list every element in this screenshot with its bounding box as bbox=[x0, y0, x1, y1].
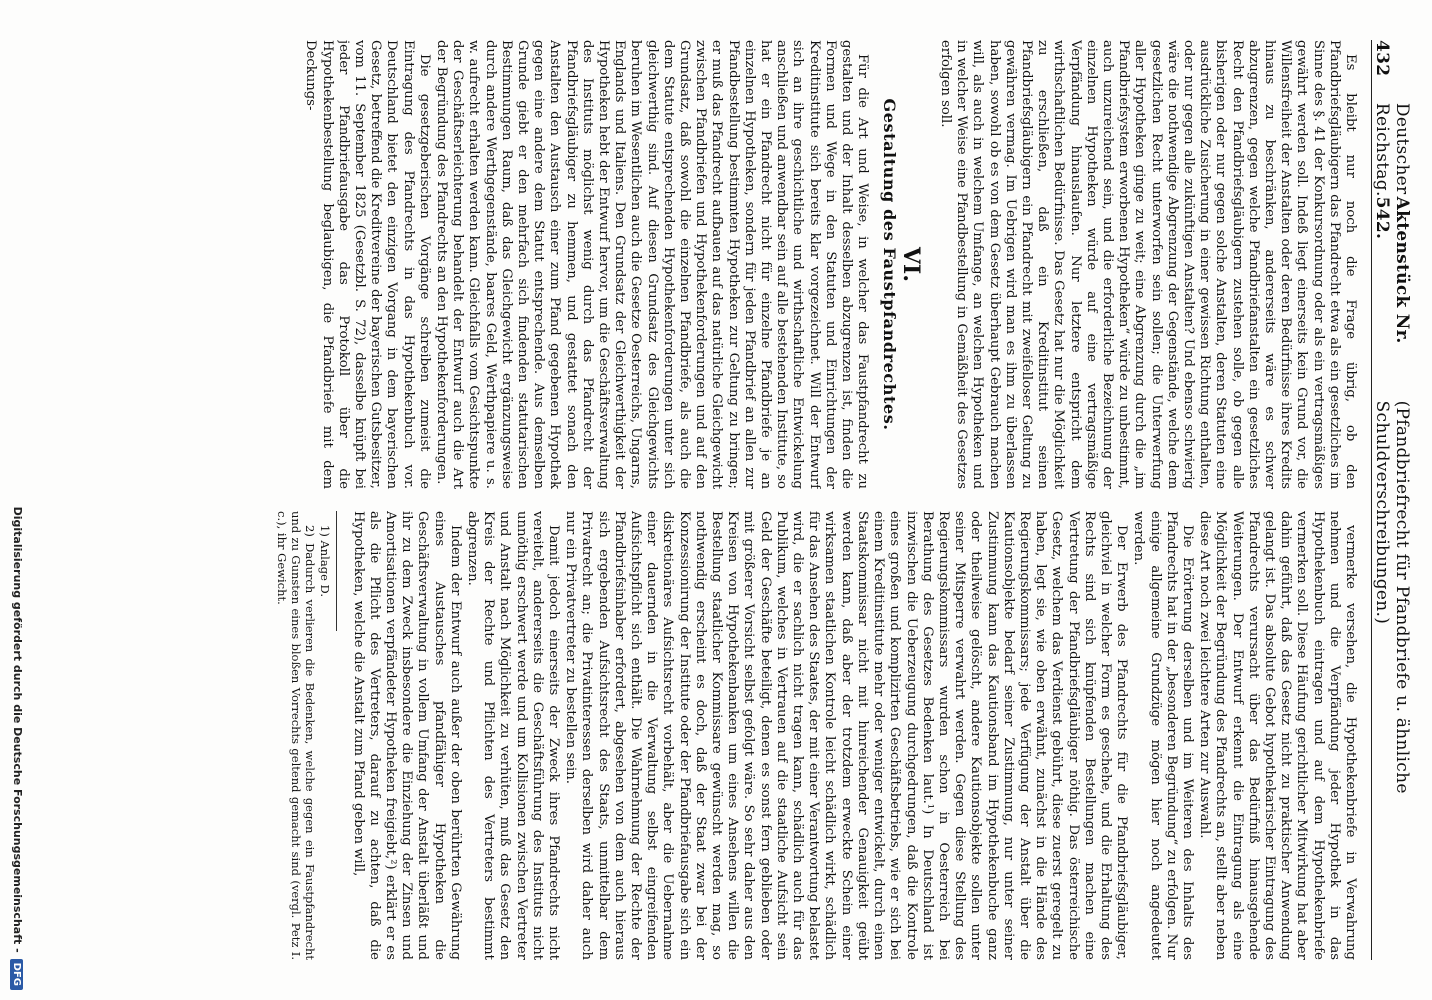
column-right bbox=[150, 511, 1358, 960]
paragraph: Es bleibt nur noch die Frage übrig, ob den Pfandbriefsgläubigern das Pfandrecht etwa als ein gesetzliches im Sinne des §. 41 der Konkursordnung oder als ein vertragsmäßiges gewährt werden soll. Indeß liegt einerseits kein Grund vor, die Willensfreiheit der Anstalten oder deren Bedürfnisse ihres Kredits hinaus zu beschränken, andererseits wäre es schwer abzugrenzen, gegen welche Pfandbriefanstalten ein gesetzliches Recht den Pfandbriefsgläubigern zustehen solle, ob gegen alle bisherigen oder nur gegen solche Anstalten, deren Statuten eine ausdrückliche Zusicherung in einer gewissen Richtung enthalten, oder nur gegen alle zukünftigen Anstalten? Und ebenso schwierig wäre die nothwendige Abgrenzung der Gegenstände, welche dem gesetzlichen Recht unterworfen sein sollen; die Unterwerfung aller Hypotheken ginge zu weit; eine Abgrenzung durch die „im Pfandbriefsystem erworbenen Hypotheken“ würde zu unbestimmt, auch unzureichend sein, und die erforderliche Bezeichnung der einzelnen Hypotheken würde auf eine vertragsmäßige Verpfändung hinauslaufen. Nur letztere entspricht dem wirthschaftlichen Bedürfnisse. Das Gesetz hat nur die Möglichkeit zu erschließen, daß ein Kreditinstitut seinen Pfandbriefsgläubigern ein Pfandrecht mit zweifelloser Geltung zu gewähren vermag. Im Uebrigen wird man es ihm zu überlassen haben, sowohl ob es von dem Gesetz überhaupt Gebrauch machen will, als auch in welchem Umfange, an welchen Hypotheken und in welcher Weise eine Pfandbestellung in Gemäßheit des Gesetzes erfolgen soll. bbox=[937, 40, 1358, 489]
left-section-paragraphs bbox=[302, 40, 870, 489]
text-columns bbox=[150, 40, 1358, 960]
dfg-logo: DFG bbox=[10, 959, 23, 990]
paragraph: Der Erwerb des Pfandrechts für die Pfandbriefsgläubiger, gleichviel in welcher Form es geschehe, und die Erhaltung des Rechts sind sich knüpfenden Bestellungen machen eine Vertretung der Pfandbriefsgläubiger nöthig. Das österreichische Gesetz, welchem das Verdienst gebührt, diese zuerst geregelt zu haben, legt sie, wie oben erwähnt, zunächst in die Hände des Regierungskommissars; jede Verfügung der Anstalt über die Kautionsobjekte bedarf seiner Zustimmung, nur unter seiner Zustimmung kann das Kautionsband im Hypothekenbuche ganz oder theilweise gelöscht, andere Kautionsobjekte sollen unter seiner Mitsperre verwahrt werden. Gegen diese Stellung des Regierungskommissars wurden schon in Oesterreich bei Berathung des Gesetzes Bedenken laut.¹) In Deutschland ist inzwischen die Ueberzeugung durchgedrungen, daß die Kontrole eines großen und komplizirten Geschäftsbetriebs, wie er sich bei einem Kreditinstitute mehr oder weniger entwickelt, durch einen Staatskommissar nicht mit hinreichender Genauigkeit geübt werden kann, daß aber der trotzdem erweckte Schein einer wirksamen staatlichen Kontrole leicht schädlich wirkt, schädlich für das Ansehen des Staates, der mit einer Verantwortung belastet wird, die er sachlich nicht tragen kann, schädlich auch für das Publikum, welches in Vertrauen auf die staatliche Aufsicht sein Geld der Geschäfte beteiligt, denen es sonst fern geblieben oder mit größerer Vorsicht selbst gefolgt wäre. So sehr daher aus den Kreisen von Hypothekenbanken um eines Ansehens willen die Bestellung staatlicher Kommissare gewünscht werden mag, so nothwendig erscheint es doch, daß der Staat zwar bei der Konzessionirung der Institute oder der Pfandbriefausgabe sich ein diskretionäres Aufsichtsrecht vorbehält, aber die Uebernahme einer dauernden in die Verwaltung selbst eingreifenden Aufsichtspflicht sich enthält. Die Wahrnehmung der Rechte der Pfandbriefsinhaber erfordert, abgesehen von dem auch hieraus sich ergebenden Aufsichtsrecht des Staats, unmittelbar dem Privatrecht an; die Privatinteressen derselben wird daher auch nur ein Privatvertreter zu bestellen sein. bbox=[563, 511, 1130, 960]
header-document-number: Aktenstück Nr. 542. bbox=[1372, 196, 1412, 344]
digitization-notice bbox=[10, 10, 24, 990]
digitization-text: Digitalisierung gefördert durch die Deutsche Forschungsgemeinschaft - bbox=[11, 506, 24, 953]
header-left-title: Deutscher Reichstag. bbox=[1372, 102, 1412, 197]
footnote: 1) Anlage D. bbox=[318, 525, 333, 597]
right-paragraphs bbox=[349, 511, 1358, 960]
paragraph: Die Erörterung derselben und im Weiteren des Inhalts des Pfandrechts hat in der „besonderen Begründung“ zu erfolgen. Nur einige allgemeine Grundzüge mögen hier noch angedeutet werden. bbox=[1131, 511, 1195, 960]
section-number: VI. bbox=[897, 246, 924, 283]
left-intro-paragraphs bbox=[937, 40, 1358, 489]
section-title: Gestaltung des Faustpfandrechtes. bbox=[879, 98, 899, 431]
paragraph: Für die Art und Weise, in welcher das Faustpfandrecht zu gestalten und der Inhalt desselben abzugrenzen ist, finden die Formen und Wege in den Statuten und Einrichtungen der Kreditinstitute sich bereits klar vorgezeichnet. Will der Entwurf sich an ihre geschichtliche und wirthschaftliche Entwickelung anschließen und anwendbar sein auf alle bestehenden Institute, so hat er ein Pfandrecht nicht für einzelne Pfandbriefe je an einzelnen Hypotheken, sondern für jeden Pfandbrief an allen zur Pfandbestellung bestimmten Hypotheken zur Geltung zu bringen; er muß das Pfandrecht aufbauen auf das natürliche Gleichgewicht zwischen Pfandbriefen und Hypothekenforderungen und auf den Grundsatz, daß sowohl die einzelnen Pfandbriefe, als auch die dem Statute entsprechenden Hypothekenforderungen unter sich gleichwerthig sind. Auf diesen Grundsatz des Gleichgewichts beruhen im Wesentlichen auch die Gesetze Oesterreichs, Ungarns, Englands und Italiens. Den Grundsatz der Gleichwerthigkeit der Hypotheken hebt der Entwurf hervor, um die Geschäftsverwaltung des Instituts möglichst wenig durch das Pfandrecht der Pfandbriefsgläubiger zu hemmen, und gestattet sonach den Anstalten den Austausch einer zum Pfand gegebenen Hypothek gegen eine andere dem Statut entsprechende. Aus demselben Grunde giebt er den mehrfach sich findenden statutarischen Bestimmungen Raum, daß das Gleichgewicht ergänzungsweise durch andere Werthgegenstände, baares Geld, Werthpapiere u. s. w. aufrecht erhalten werden kann. Gleichfalls vom Gesichtspunkte der Geschäftserleichterung behandelt der Entwurf auch die Art der Begründung des Pfandrechts an den Hypothekenforderungen. bbox=[434, 40, 871, 489]
footnotes bbox=[275, 511, 332, 960]
paragraph: Damit jedoch einerseits der Zweck ihres Pfandrechts nicht vereitelt, andererseits die Geschäftsführung des Instituts nicht unnöthig erschwert werde und um Kollisionen zwischen Vertreter und Anstalt nach Möglichkeit zu verhüten, muß das Gesetz den Kreis der Rechte und Pflichten des Vertreters bestimmt abgrenzen. bbox=[465, 511, 562, 960]
paragraph: Indem der Entwurf auch außer der oben berührten Gewährung eines Austausches pfandfähiger Hypotheken die Geschäftsverwaltung in vollem Umfang der Anstalt überläßt und ihr zu dem Zweck insbesondere die Einziehung der Zinsen und Amortisationen verpfändeter Hypotheken freigiebt,²) erklärt er es als die Pflicht des Vertreters, darauf zu achten, daß die Hypotheken, welche die Anstalt zum Pfand geben will, bbox=[350, 511, 463, 960]
page-header bbox=[1371, 40, 1412, 960]
footnote-separator bbox=[336, 511, 337, 631]
footnote: 2) Dadurch verlieren die Bedenken, welche gegen ein Faustpfandrecht und zu Gunsten eines bloßen Vorrechts geltend gemacht sind (vergl. Petz I. c.), ihr Gewicht. bbox=[275, 511, 318, 960]
paragraph: vermerke versehen, die Hypothekenbriefe in Verwahrung nehmen und die Verpfändung jeder Hypothek in das Hypothekenbuch eintragen und auf dem Hypothekenbriefe vermerken soll. Diese Häufung gerichtlicher Mitwirkung hat aber dahin geführt, daß das Gesetz nicht zu praktischer Anwendung gelangt ist. Das absolute Gebot hypothekarischer Eintragung des Pfandrechts verursacht über das Bedürfniß hinausgehende Weiterungen. Der Entwurf erkennt die Eintragung als eine Möglichkeit der Begründung des Pfandrechts an, stellt aber neben diese Art noch zwei leichtere Arten zur Auswahl. bbox=[1197, 511, 1358, 960]
header-right-title: (Pfandbriefrecht für Pfandbriefe u. ähnliche Schuldverschreibungen.) bbox=[1372, 400, 1412, 794]
paragraph: Die gesetzgeberischen Vorgänge schreiben zumeist die Eintragung des Pfandrechts in das Hypothekenbuch vor. Deutschland bietet den einzigen Vorgang in dem bayerischen Gesetz, betreffend die Kreditvereine der bayerischen Gutsbesitzer, vom 11. September 1825 (Gesetzbl. S. 72), dasselbe knüpft bei jeder Pfandbriefausgabe das Protokoll über die Hypothekenbestellung beglaubigen, die Pfandbriefe mit dem Deckungs- bbox=[303, 40, 432, 489]
page-number: 432 bbox=[1372, 40, 1392, 77]
column-left bbox=[150, 40, 1358, 489]
